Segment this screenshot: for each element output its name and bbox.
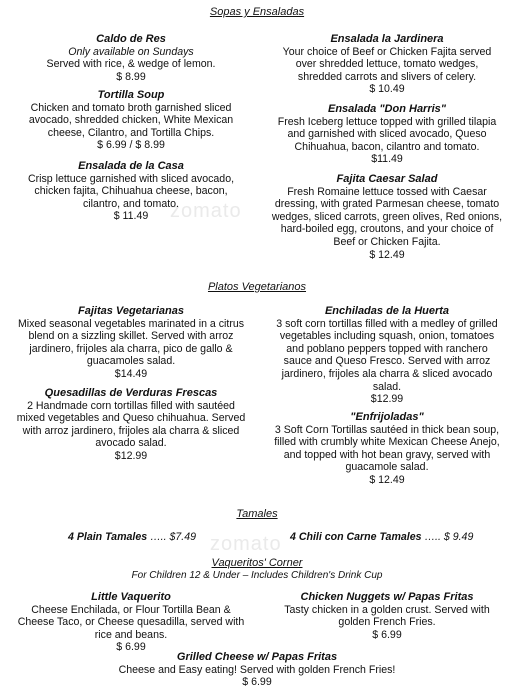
item-name: "Enfrijoladas" bbox=[350, 411, 424, 423]
item-price: $ 6.99 bbox=[242, 676, 272, 689]
item-price: $ 12.49 bbox=[369, 473, 405, 486]
item-description: Cheese and Easy eating! Served with golden French Fries! bbox=[118, 663, 396, 676]
menu-item-chili-tamales bbox=[290, 531, 473, 544]
section-title-vaqueritos: Vaqueritos' Corner bbox=[211, 557, 303, 569]
item-price: $ 9.49 bbox=[443, 531, 474, 543]
item-description: Cheese Taco, or Cheese quesadilla, served with bbox=[17, 616, 245, 629]
item-name: Little Vaquerito bbox=[91, 591, 171, 603]
item-name: Fajitas Vegetarianas bbox=[78, 305, 184, 317]
item-description: and poblano peppers topped with ranchero bbox=[286, 342, 488, 355]
watermark: zomato bbox=[210, 533, 282, 555]
item-name: Tortilla Soup bbox=[97, 89, 165, 101]
item-name: Quesadillas de Verduras Frescas bbox=[44, 387, 218, 399]
item-price: $14.49 bbox=[114, 367, 148, 380]
section-title-sopas: Sopas y Ensaladas bbox=[209, 6, 305, 18]
item-price: $ 8.99 bbox=[116, 70, 146, 83]
item-description: and garnished with sliced avocado, Queso bbox=[287, 128, 487, 141]
section-subtitle-vaqueritos: For Children 12 & Under – Includes Children's Drink Cup bbox=[131, 570, 383, 581]
menu-item-ensalada-don-harris bbox=[262, 103, 512, 166]
item-description: vegetables including squash, onion, tomatoes bbox=[279, 330, 495, 343]
item-name: Chicken Nuggets w/ Papas Fritas bbox=[300, 591, 474, 603]
item-name: 4 Chili con Carne Tamales bbox=[290, 531, 422, 543]
item-price: $ 10.49 bbox=[369, 83, 405, 96]
menu-item-plain-tamales bbox=[68, 531, 196, 544]
item-description: hard-boiled egg, croutons, and your choice of bbox=[280, 223, 494, 236]
item-description: cheese, Cilantro, and Tortilla Chips. bbox=[47, 126, 215, 139]
item-description: 2 Handmade corn tortillas filled with sautéed bbox=[27, 399, 235, 412]
menu-item-quesadillas-de-verduras bbox=[6, 387, 256, 463]
item-description: avocado, shredded chicken, White Mexican bbox=[28, 114, 234, 127]
item-leader-dots: ….. bbox=[150, 531, 167, 543]
menu-item-grilled-cheese bbox=[57, 651, 457, 689]
menu-item-caldo-de-res bbox=[14, 33, 248, 83]
item-description: dressing, with grated Parmesan cheese, tomato bbox=[274, 198, 500, 211]
item-description: jardinero, frijoles ala charra, pico de gallo & bbox=[29, 342, 233, 355]
item-name: Caldo de Res bbox=[96, 33, 166, 45]
item-name: Fajita Caesar Salad bbox=[336, 173, 438, 185]
menu-item-tortilla-soup bbox=[6, 89, 256, 152]
item-description: guacamoles salad. bbox=[86, 355, 176, 368]
item-description: Cheese Enchilada, or Flour Tortilla Bean & bbox=[31, 603, 231, 616]
item-name: Grilled Cheese w/ Papas Fritas bbox=[176, 651, 338, 663]
item-description: chicken fajita, Chihuahua cheese, bacon, bbox=[34, 185, 228, 198]
item-description: and topped with hot bean gravy, served with bbox=[283, 448, 491, 461]
item-description: Chicken and tomato broth garnished sliced bbox=[30, 101, 232, 114]
item-description: guacamole salad. bbox=[345, 461, 429, 474]
item-description: Mixed seasonal vegetables marinated in a citrus bbox=[17, 317, 245, 330]
item-description: Tasty chicken in a golden crust. Served with bbox=[284, 603, 490, 616]
item-note: Only available on Sundays bbox=[68, 45, 194, 58]
item-name: 4 Plain Tamales bbox=[68, 531, 148, 543]
item-description: Crisp lettuce garnished with sliced avocado, bbox=[27, 172, 235, 185]
item-description: cilantro, and tomato. bbox=[83, 197, 179, 210]
item-leader-dots: ….. bbox=[424, 531, 441, 543]
item-description: over shredded lettuce, tomato wedges, bbox=[295, 58, 479, 71]
item-description: Your choice of Beef or Chicken Fajita served bbox=[282, 45, 492, 58]
item-price: $11.49 bbox=[371, 153, 403, 166]
watermark: zomato bbox=[170, 200, 242, 222]
item-description: blend on a sizzling skillet. Served with arroz bbox=[28, 330, 234, 343]
item-price: $ 11.49 bbox=[113, 210, 149, 223]
menu-item-fajita-caesar-salad bbox=[262, 173, 512, 261]
item-description: Fresh Romaine lettuce tossed with Caesar bbox=[287, 185, 487, 198]
menu-item-chicken-nuggets bbox=[262, 591, 512, 641]
item-description: golden French Fries. bbox=[338, 616, 436, 629]
item-price: $ 6.99 / $ 8.99 bbox=[97, 139, 165, 152]
item-description: Beef or Chicken Fajita. bbox=[333, 235, 441, 248]
menu-item-little-vaquerito bbox=[6, 591, 256, 654]
item-price: $ 6.99 bbox=[372, 628, 402, 641]
item-description: wedges, sliced carrots, green olives, Red onions, bbox=[271, 210, 503, 223]
item-description: jardinero, frijoles ala charra & sliced avocado bbox=[281, 367, 493, 380]
item-description: 3 soft corn tortillas filled with a medley of grilled bbox=[276, 317, 498, 330]
menu-item-enchiladas-de-la-huerta bbox=[262, 305, 512, 406]
menu-item-fajitas-vegetarianas bbox=[6, 305, 256, 381]
item-description: mixed vegetables and Queso chihuahua. Served bbox=[16, 412, 246, 425]
item-description: salad. bbox=[372, 380, 402, 393]
item-description: rice and beans. bbox=[94, 628, 168, 641]
section-title-platos: Platos Vegetarianos bbox=[207, 281, 307, 293]
menu-item-enfrijoladas bbox=[262, 411, 512, 487]
item-description: Fresh Iceberg lettuce topped with grilled tilapia bbox=[277, 115, 497, 128]
item-price: $ 12.49 bbox=[369, 248, 405, 261]
item-description: with arroz jardinero, frijoles ala charra & sliced bbox=[22, 424, 240, 437]
item-name: Ensalada la Jardinera bbox=[330, 33, 444, 45]
item-description: shredded carrots and slivers of celery. bbox=[297, 70, 477, 83]
item-name: Enchiladas de la Huerta bbox=[324, 305, 450, 317]
item-name: Ensalada "Don Harris" bbox=[327, 103, 447, 115]
item-price: $12.99 bbox=[370, 393, 404, 406]
item-description: sauce and Queso Fresco. Served with arroz bbox=[283, 355, 491, 368]
item-price: $12.99 bbox=[114, 449, 148, 462]
menu-item-ensalada-la-jardinera bbox=[262, 33, 512, 96]
menu-item-ensalada-de-la-casa bbox=[6, 160, 256, 223]
item-price: $ 6.99 bbox=[116, 641, 146, 654]
item-description: avocado salad. bbox=[95, 437, 167, 450]
section-title-tamales: Tamales bbox=[236, 508, 278, 520]
item-description: Chihuahua, bacon, cilantro and tomato. bbox=[294, 140, 480, 153]
item-description: Served with rice, & wedge of lemon. bbox=[46, 58, 216, 71]
item-name: Ensalada de la Casa bbox=[78, 160, 184, 172]
item-description: 3 Soft Corn Tortillas sautéed in thick bean soup, bbox=[274, 423, 500, 436]
item-price: $7.49 bbox=[169, 531, 197, 543]
item-description: filled with crumbly white Mexican Cheese Anejo, bbox=[274, 436, 500, 449]
